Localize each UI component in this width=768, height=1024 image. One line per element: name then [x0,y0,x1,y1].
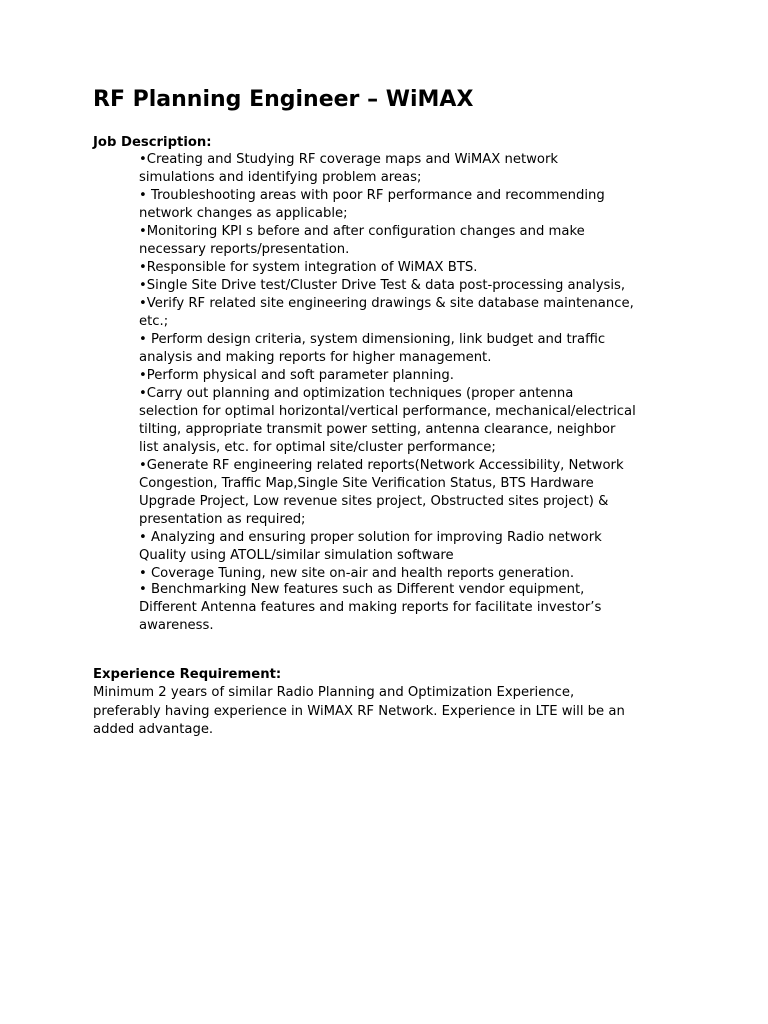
duty-line: Congestion, Traffic Map,Single Site Verification Status, BTS Hardware [139,476,594,491]
duty-line: presentation as required; [139,512,306,527]
duty-line: • Troubleshooting areas with poor RF performance and recommending [139,188,605,203]
duty-line: •Generate RF engineering related reports(Network Accessibility, Network [139,458,624,473]
duty-line: •Single Site Drive test/Cluster Drive Test & data post-processing analysis, [139,278,626,293]
duty-line: • Coverage Tuning, new site on-air and health reports generation. [139,566,575,581]
duty-item [139,331,699,367]
job-duties-list [139,151,699,635]
duty-line: • Analyzing and ensuring proper solution for improving Radio network [139,530,602,545]
document-title: RF Planning Engineer – WiMAX [93,87,474,112]
duty-line: Upgrade Project, Low revenue sites project, Obstructed sites project) & [139,494,609,509]
duty-item [139,187,699,223]
duty-item [139,151,699,187]
duty-line: list analysis, etc. for optimal site/cluster performance; [139,440,496,455]
duty-line: awareness. [139,618,214,633]
duty-line: tilting, appropriate transmit power setting, antenna clearance, neighbor [139,422,616,437]
experience-line: preferably having experience in WiMAX RF Network. Experience in LTE will be an [93,703,625,719]
duty-line: analysis and making reports for higher management. [139,350,492,365]
experience-line: added advantage. [93,722,214,737]
duty-line: Different Antenna features and making reports for facilitate investor’s [139,600,602,615]
experience-text [93,684,713,740]
duty-line: •Carry out planning and optimization techniques (proper antenna [139,386,574,401]
duty-line: •Responsible for system integration of WiMAX BTS. [139,260,478,275]
duty-item [139,367,699,385]
duty-line: •Creating and Studying RF coverage maps and WiMAX network [139,152,559,167]
duty-item [139,277,699,295]
duty-item [139,581,699,635]
duty-item [139,457,699,529]
duty-item [139,259,699,277]
duty-line: •Verify RF related site engineering drawings & site database maintenance, [139,296,634,311]
duty-line: • Perform design criteria, system dimensioning, link budget and traffic [139,332,606,347]
duty-line: etc.; [139,314,169,329]
duty-item [139,295,699,331]
duty-item [139,385,699,457]
experience-heading: Experience Requirement: [93,667,282,682]
duty-line: simulations and identifying problem areas; [139,170,422,185]
duty-line: Quality using ATOLL/similar simulation software [139,548,454,563]
duty-line: •Perform physical and soft parameter planning. [139,368,454,383]
duty-line: • Benchmarking New features such as Different vendor equipment, [139,582,585,597]
duty-line: network changes as applicable; [139,206,348,221]
duty-line: selection for optimal horizontal/vertical performance, mechanical/electrical [139,404,636,419]
duty-item [139,223,699,259]
duty-item [139,529,699,565]
experience-line: Minimum 2 years of similar Radio Planning and Optimization Experience, [93,685,575,700]
duty-line: necessary reports/presentation. [139,242,350,257]
duty-line: •Monitoring KPI s before and after configuration changes and make [139,224,585,239]
job-description-heading: Job Description: [93,135,212,150]
